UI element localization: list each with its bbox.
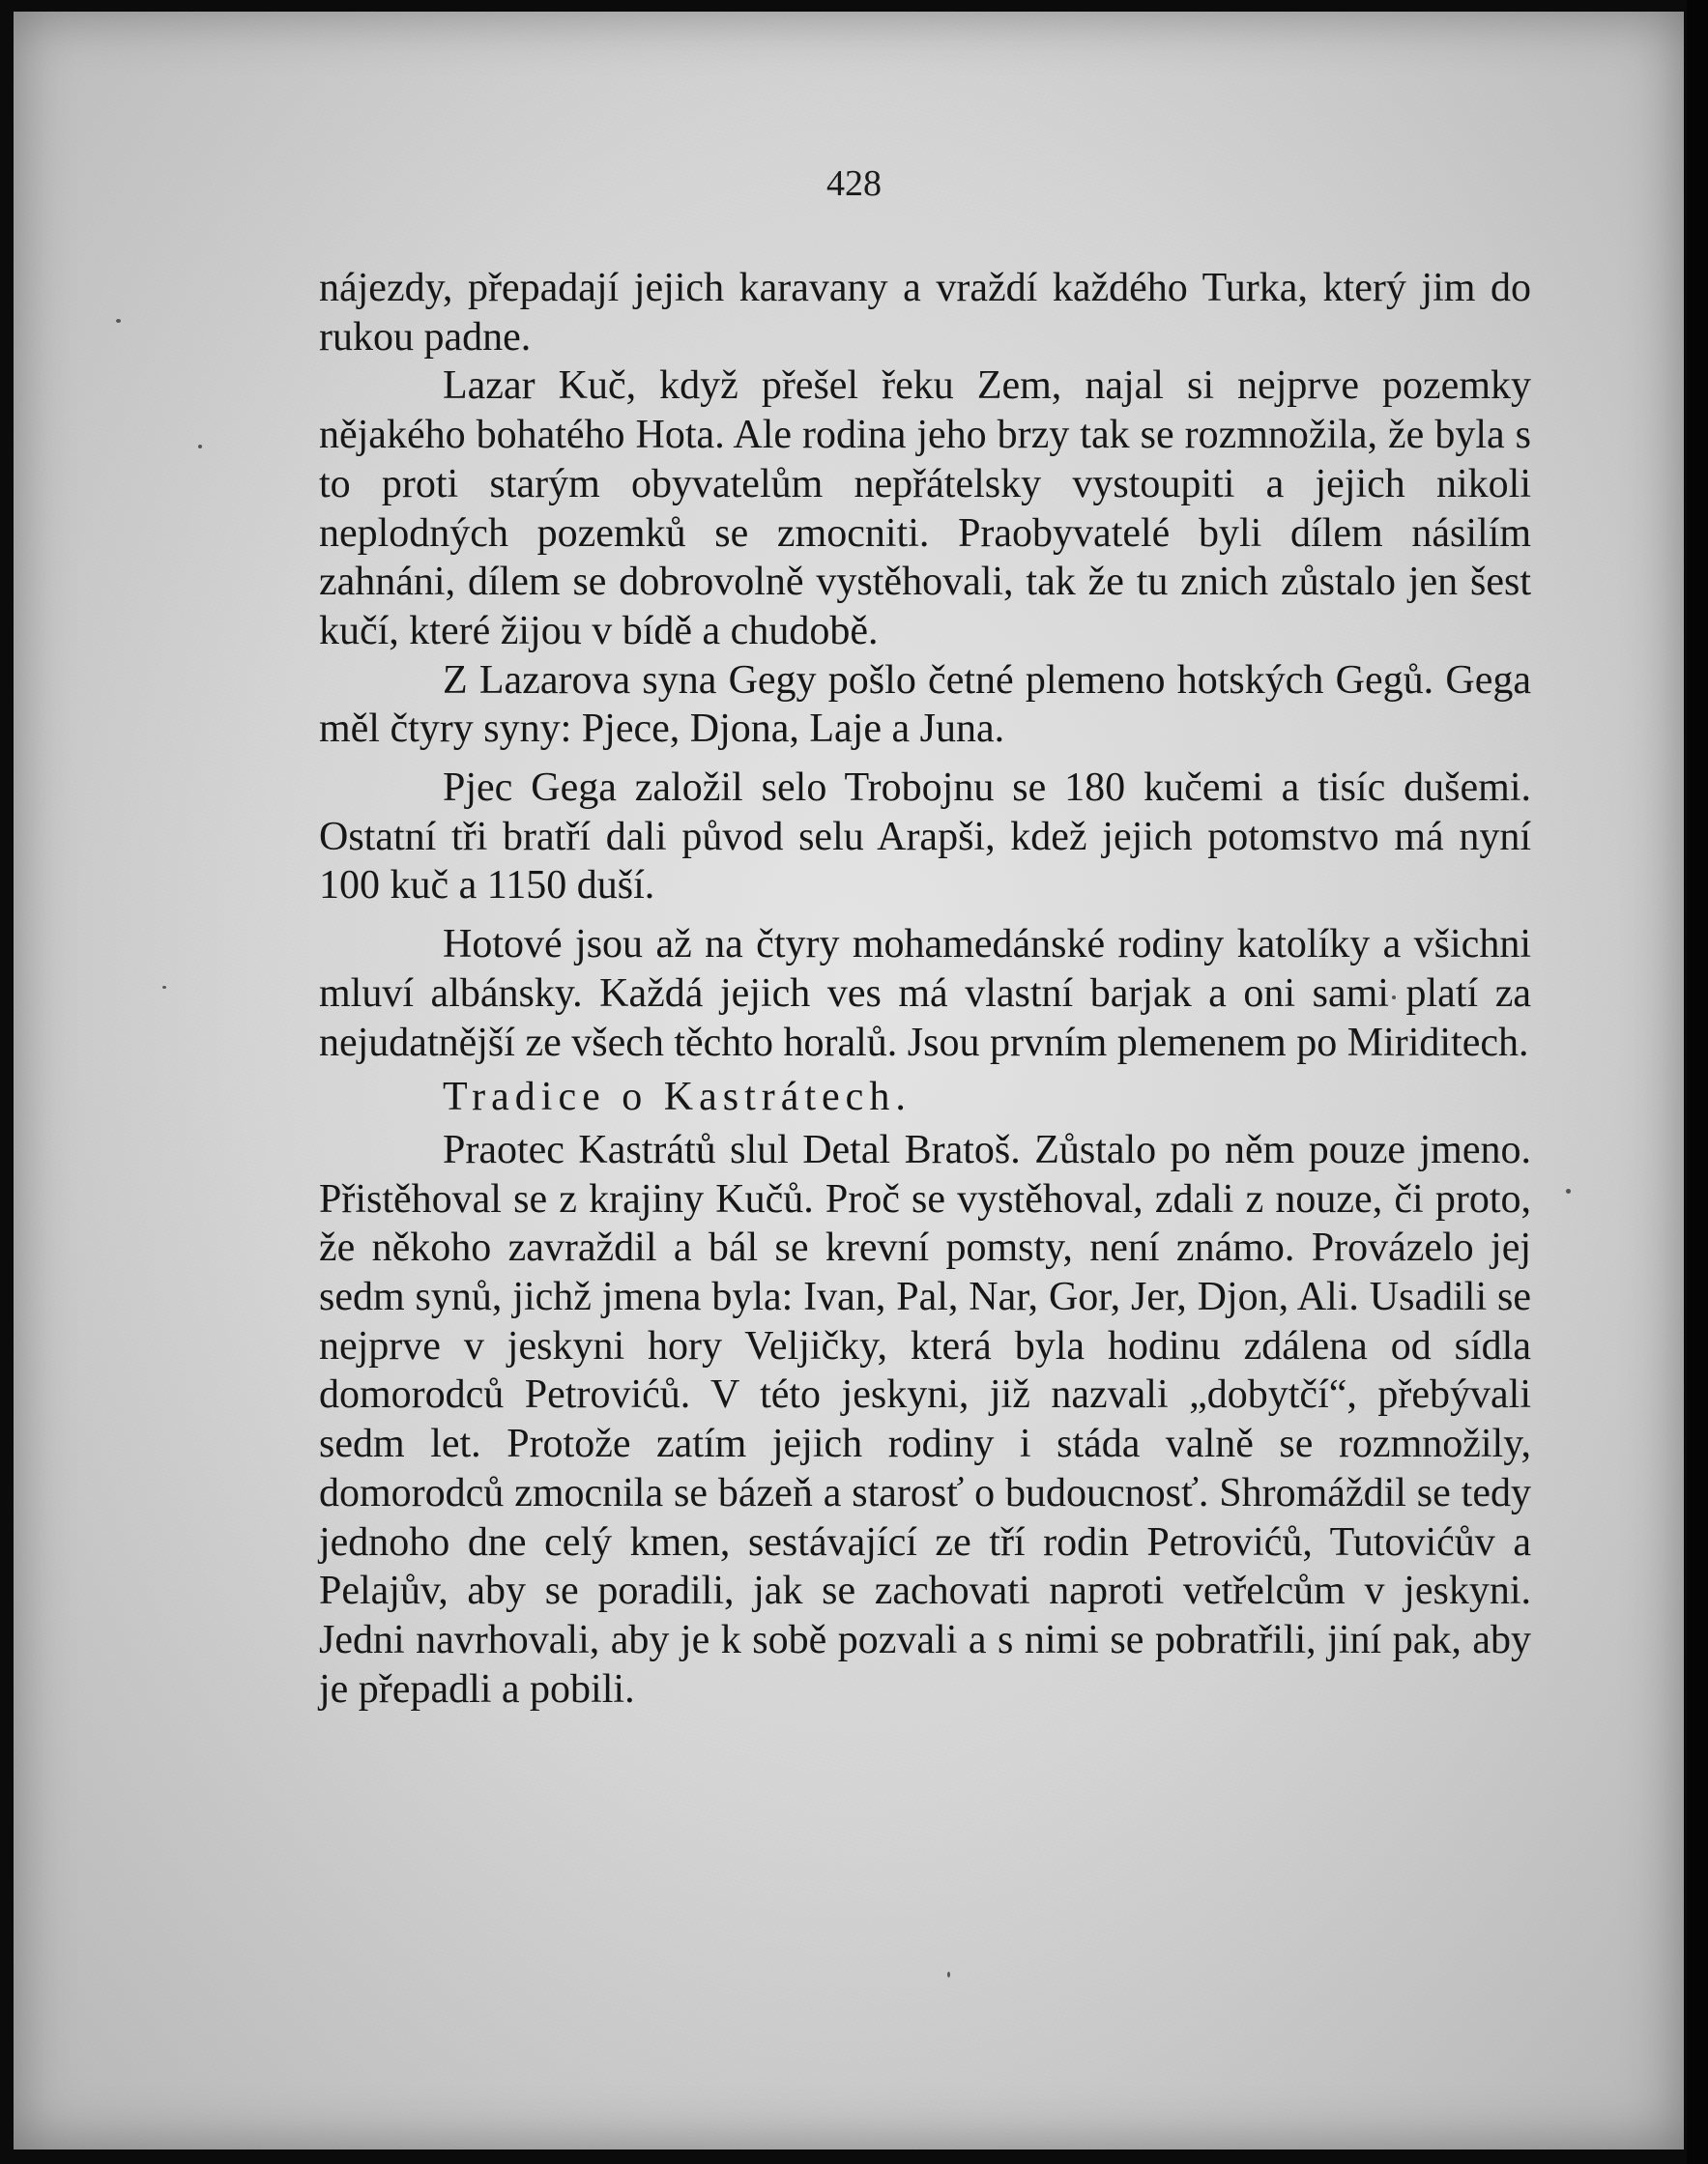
scan-speck (1566, 1189, 1571, 1194)
scan-speck (198, 445, 202, 448)
page-number: 428 (826, 163, 882, 204)
paragraph: Hotové jsou až na čtyry mohamedánské rodiny katolíky a všichni mluví albánsky. Každá jejich ves má vlastní barjak a oni sami platí za nejudatnější ze všech těchto horalů. Jsou prvním plemenem po Miriditech. (319, 922, 1531, 1065)
section-heading: Tradice o Kastrátech. (443, 1075, 912, 1120)
paragraph: nájezdy, přepadají jejich karavany a vraždí každého Turka, který jim do rukou padne. (319, 266, 1531, 360)
body-text (319, 264, 1531, 1714)
paragraph: Z Lazarova syna Gegy pošlo četné plemeno hotských Gegů. Gega měl čtyry syny: Pjece, Djona, Laje a Juna. (319, 657, 1531, 752)
scan-speck (116, 319, 121, 323)
scan-speck (947, 1972, 950, 1977)
paragraph: Lazar Kuč, když přešel řeku Zem, najal si nejprve pozemky nějakého bohatého Hota. Ale rodina jeho brzy tak se rozmnožila, že byla s to proti starým obyvatelům nepřátelsky vystoupiti a jejich nikoli neplodných pozemků se zmocniti. Praobyvatelé byli dílem násilím zahnáni, dílem se dobrovolně vystěhovali, tak že tu znich zůstalo jen šest kučí, které žijou v bídě a chudobě. (319, 363, 1531, 653)
paragraph: Praotec Kastrátů slul Detal Bratoš. Zůstalo po něm pouze jmeno. Přistěhoval se z krajiny Kučů. Proč se vystěhoval, zdali z nouze, či proto, že někoho zavraždil a bál se krevní pomsty, není známo. Provázelo jej sedm synů, jichž jmena byla: Ivan, Pal, Nar, Gor, Jer, Djon, Ali. Usadili se nejprve v jeskyni hory Veljičky, která byla hodinu zdálena od sídla domorodců Petrovićů. V této jeskyni, již nazvali „dobytčí“, přebývali sedm let. Protože zatím jejich rodiny i stáda valně se rozmnožily, domorodců zmocnila se bázeň a starosť o budoucnosť. Shromáždil se tedy jednoho dne celý kmen, sestávající ze tří rodin Petrovićů, Tutovićův a Pelajův, aby se poradili, jak se zachovati naproti vetřelcům v jeskyni. Jedni navrhovali, aby je k sobě pozvali a s nimi se pobratřili, jiní pak, aby je přepadli a pobili. (319, 1127, 1531, 1712)
scan-speck (162, 986, 166, 989)
paragraph: Pjec Gega založil selo Trobojnu se 180 kučemi a tisíc dušemi. Ostatní tři bratří dali původ selu Arapši, kdež jejich potomstvo má nyní 100 kuč a 1150 duší. (319, 765, 1531, 909)
scan-border (1687, 0, 1708, 2164)
